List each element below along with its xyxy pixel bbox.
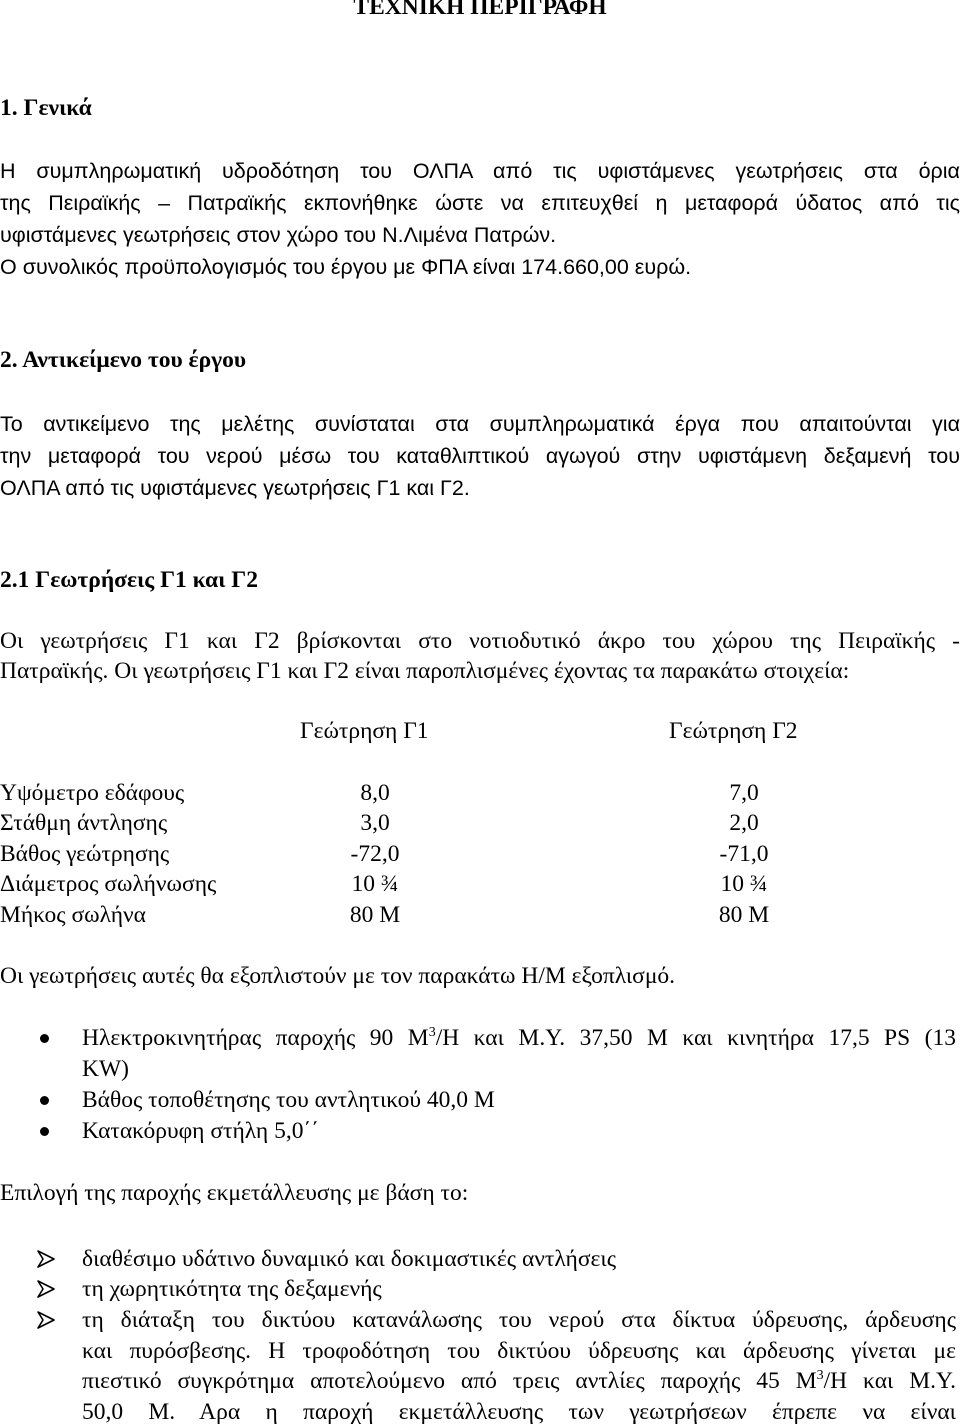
selection-intro: Επιλογή της παροχής εκμετάλλευσης με βάση το: (0, 1180, 469, 1206)
equipment-bullet-1-a: Ηλεκτροκινητήρας παροχής 90 Μ (82, 1025, 429, 1051)
selection-item-2: τη χωρητικότητα της δεξαμενής (82, 1276, 382, 1302)
superscript-3: 3 (816, 1368, 824, 1383)
table-row-g1: 80 Μ (349, 902, 401, 928)
equipment-bullet-2: Βάθος τοποθέτησης του αντλητικού 40,0 Μ (82, 1087, 495, 1113)
selection-item-3-line-3 (82, 1366, 956, 1396)
table-row-g2: 80 Μ (718, 902, 770, 928)
superscript-3: 3 (428, 1025, 436, 1040)
section-2-1-line-2: Πατραϊκής. Οι γεωτρήσεις Γ1 και Γ2 είναι παροπλισμένες έχοντας τα παρακάτω στοιχεία: (0, 658, 850, 684)
table-row-label: Μήκος σωλήνα (0, 902, 146, 928)
section-1-line-2: της Πειραϊκής – Πατραϊκής εκπονήθηκε ώστε να επιτευχθεί η μεταφορά ύδατος από τις (0, 191, 960, 215)
selection-item-3-line-2: και πυρόσβεσης. Η τροφοδότηση του δικτύου ύδρευσης και άρδευσης γίνεται με (82, 1338, 956, 1364)
bullet-dot-icon (40, 1034, 49, 1043)
selection-item-1: διαθέσιμο υδάτινο δυναμικό και δοκιμαστικές αντλήσεις (82, 1246, 616, 1272)
table-row-label: Υψόμετρο εδάφους (0, 780, 185, 806)
table-row-g1: 3,0 (360, 810, 390, 836)
equipment-bullet-1-cont: KW) (82, 1056, 129, 1082)
table-row-g2: 7,0 (729, 780, 759, 806)
arrow-bullet-icon (36, 1279, 56, 1299)
bullet-dot-icon (40, 1127, 49, 1136)
selection-item-3-line-3-b: /Η και Μ.Υ. (823, 1368, 956, 1394)
section-2-heading: 2. Αντικείμενο του έργου (0, 347, 247, 373)
table-row-label: Στάθμη άντλησης (0, 810, 168, 836)
equipment-bullet-3: Κατακόρυφη στήλη 5,0΄΄ (82, 1118, 320, 1144)
section-1-heading: 1. Γενικά (0, 95, 92, 121)
section-1-line-4: Ο συνολικός προϋπολογισμός του έργου με ΦΠΑ είναι 174.660,00 ευρώ. (0, 255, 692, 279)
section-2-1-line-1: Οι γεωτρήσεις Γ1 και Γ2 βρίσκονται στο νοτιοδυτικό άκρο του χώρου της Πειραϊκής - (0, 628, 960, 654)
table-row-g2: -71,0 (719, 841, 769, 867)
section-2-line-2: την μεταφορά του νερού μέσω του καταθλιπτικού αγωγού στην υφιστάμενη δεξαμενή του (0, 444, 960, 468)
selection-item-3-line-1: τη διάταξη του δικτύου κατανάλωσης του νερού στα δίκτυα ύδρευσης, άρδευσης (82, 1307, 956, 1333)
arrow-bullet-icon (36, 1310, 56, 1330)
arrow-bullet-icon (36, 1249, 56, 1269)
selection-item-3-line-3-a: πιεστικό συγκρότημα αποτελούμενο από τρεις αντλίες παροχής 45 Μ (82, 1368, 817, 1394)
equipment-intro: Οι γεωτρήσεις αυτές θα εξοπλιστούν με τον παρακάτω Η/Μ εξοπλισμό. (0, 963, 676, 989)
section-1-line-3: υφιστάμενες γεωτρήσεις στον χώρο του Ν.Λιμένα Πατρών. (0, 223, 557, 247)
table-row-label: Βάθος γεώτρησης (0, 841, 170, 867)
bullet-dot-icon (40, 1096, 49, 1105)
table-row-label: Διάμετρος σωλήνωσης (0, 871, 217, 897)
section-2-line-1: Το αντικείμενο της μελέτης συνίσταται στα συμπληρωματικά έργα που απαιτούνται για (0, 412, 960, 436)
table-row-g1: 10 ¾ (351, 871, 399, 897)
table-header-g1: Γεώτρηση Γ1 (300, 718, 429, 744)
table-row-g2: 10 ¾ (720, 871, 768, 897)
table-header-g2: Γεώτρηση Γ2 (669, 718, 798, 744)
equipment-bullet-1-b: /Η και Μ.Υ. 37,50 Μ και κινητήρα 17,5 PS (13 (435, 1025, 956, 1051)
equipment-bullet-1 (82, 1023, 956, 1053)
page-title: ΤΕΧΝΙΚΗ ΠΕΡΙΓΡΑΦΗ (353, 0, 607, 20)
selection-item-3-line-4: 50,0 Μ. Αρα η παροχή εκμετάλλευσης των γεωτρήσεων έπρεπε να είναι (82, 1399, 956, 1425)
table-row-g1: 8,0 (360, 780, 390, 806)
section-2-1-heading: 2.1 Γεωτρήσεις Γ1 και Γ2 (0, 567, 258, 593)
section-2-line-3: ΟΛΠΑ από τις υφιστάμενες γεωτρήσεις Γ1 και Γ2. (0, 476, 470, 500)
section-1-line-1: Η συμπληρωματική υδροδότηση του ΟΛΠΑ από τις υφιστάμενες γεωτρήσεις στα όρια (0, 159, 960, 183)
table-row-g1: -72,0 (350, 841, 400, 867)
table-row-g2: 2,0 (729, 810, 759, 836)
